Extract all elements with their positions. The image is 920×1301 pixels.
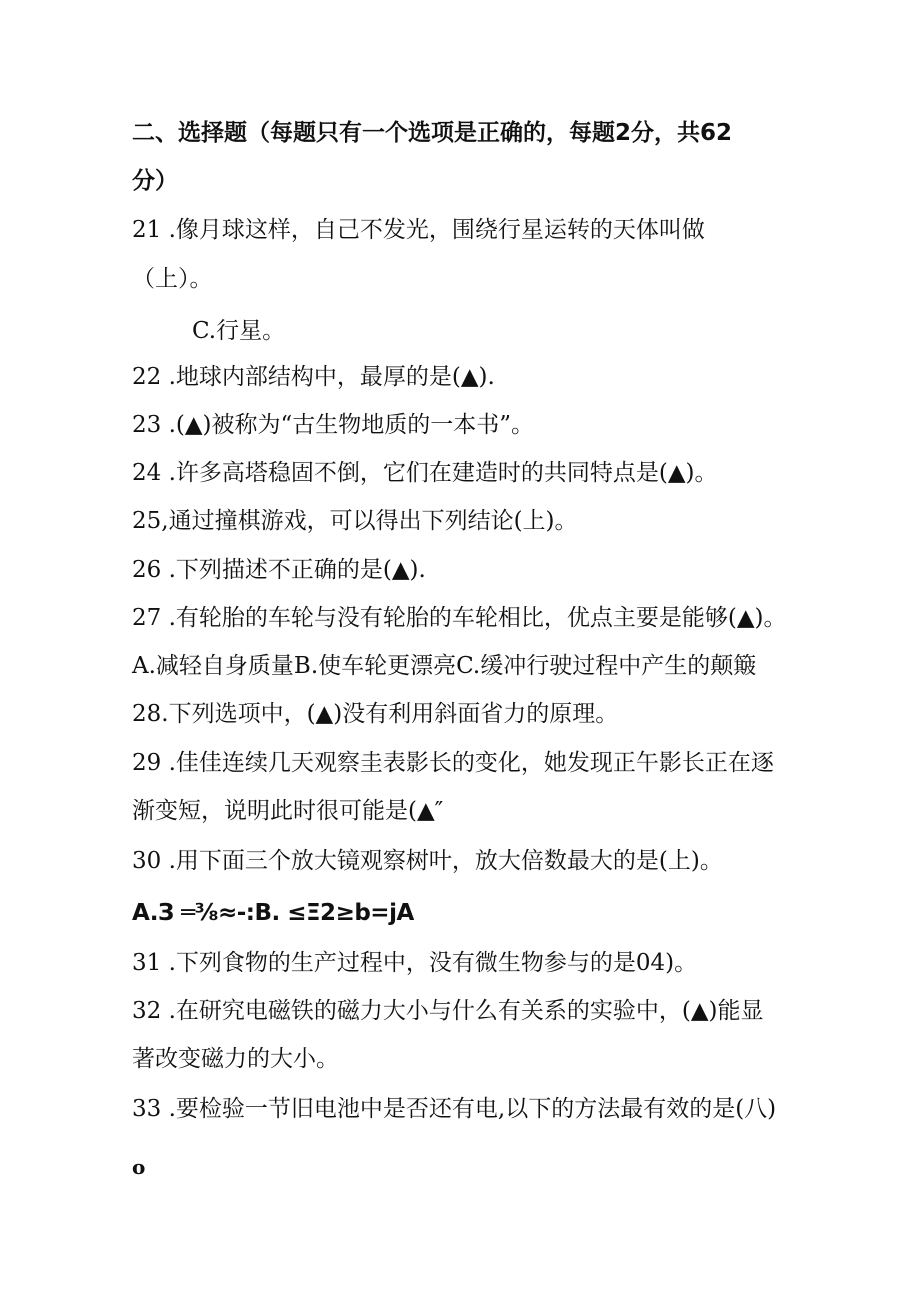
question-29-line2: 渐变短，说明此时很可能是(▲″ xyxy=(132,798,444,824)
question-21-line1: 21 .像月球这样，自己不发光，围绕行星运转的天体叫做 xyxy=(132,217,705,243)
question-21-option-c: C.行星。 xyxy=(192,318,286,344)
question-28: 28.下列选项中，(▲)没有利用斜面省力的原理。 xyxy=(132,701,619,727)
question-27-options: A.减轻自身质量B.使车轮更漂亮C.缓冲行驶过程中产生的颠簸 xyxy=(132,653,757,679)
question-23: 23 .(▲)被称为“古生物地质的一本书”。 xyxy=(132,412,535,438)
question-29-line1: 29 .佳佳连续几天观察圭表影长的变化，她发现正午影长正在逐 xyxy=(132,750,774,776)
question-32-line2: 著改变磁力的大小。 xyxy=(132,1046,339,1072)
question-21-line2: （上）。 xyxy=(132,266,213,292)
question-31: 31 .下列食物的生产过程中，没有微生物参与的是04)。 xyxy=(132,950,698,976)
question-26: 26 .下列描述不正确的是(▲). xyxy=(132,557,426,583)
question-25: 25,通过撞棋游戏，可以得出下列结论(上)。 xyxy=(132,508,578,534)
question-33-trailing: o xyxy=(132,1155,146,1179)
question-24: 24 .许多高塔稳固不倒，它们在建造时的共同特点是(▲)。 xyxy=(132,460,718,486)
section-heading-line1: 二、选择题（每题只有一个选项是正确的，每题2分，共62 xyxy=(132,120,733,146)
question-30-options: A.З ═⅜≈-:B. ≤Ξ2≥b=jA xyxy=(132,900,414,926)
question-33: 33 .要检验一节旧电池中是否还有电,以下的方法最有效的是(八) xyxy=(132,1096,777,1122)
section-heading-line2: 分） xyxy=(132,168,178,194)
question-30: 30 .用下面三个放大镜观察树叶，放大倍数最大的是(上)。 xyxy=(132,848,723,874)
question-22: 22 .地球内部结构中，最厚的是(▲). xyxy=(132,364,495,390)
question-32-line1: 32 .在研究电磁铁的磁力大小与什么有关系的实验中，(▲)能显 xyxy=(132,998,764,1024)
question-27: 27 .有轮胎的车轮与没有轮胎的车轮相比，优点主要是能够(▲)。 xyxy=(132,605,787,631)
